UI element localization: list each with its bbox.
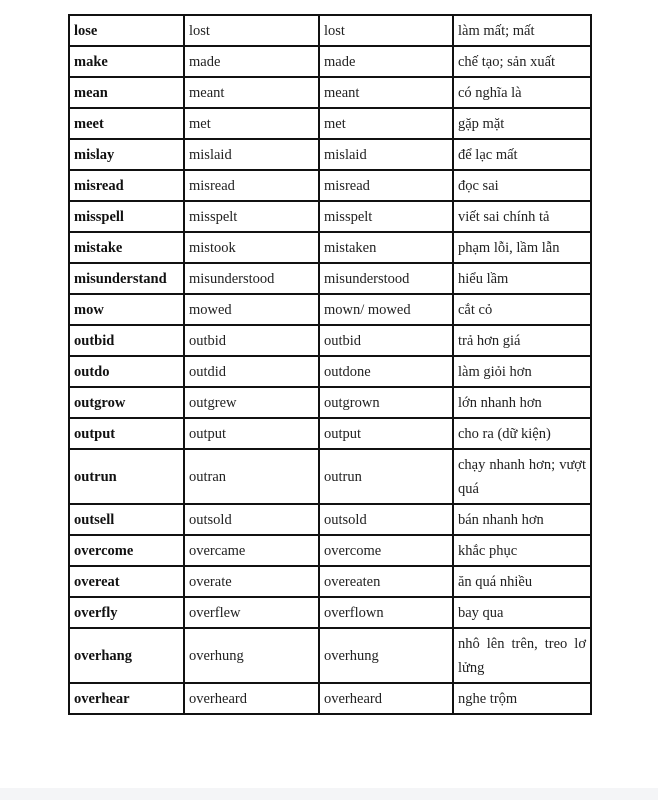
base-form-cell: mislay — [69, 139, 184, 170]
meaning-cell: nghe trộm — [453, 683, 591, 714]
past-participle-cell: met — [319, 108, 453, 139]
meaning-cell: chạy nhanh hơn; vượt quá — [453, 449, 591, 504]
past-participle-cell: made — [319, 46, 453, 77]
table-row — [69, 201, 591, 232]
past-participle-cell: outdone — [319, 356, 453, 387]
past-participle-cell: overhung — [319, 628, 453, 683]
table-row — [69, 628, 591, 683]
past-simple-cell: misread — [184, 170, 319, 201]
table-row — [69, 535, 591, 566]
meaning-cell: cho ra (dữ kiện) — [453, 418, 591, 449]
past-simple-cell: mowed — [184, 294, 319, 325]
base-form-cell: outgrow — [69, 387, 184, 418]
meaning-cell: khắc phục — [453, 535, 591, 566]
meaning-cell: hiểu lầm — [453, 263, 591, 294]
past-participle-cell: outgrown — [319, 387, 453, 418]
past-simple-cell: overflew — [184, 597, 319, 628]
past-simple-cell: outran — [184, 449, 319, 504]
past-simple-cell: mistook — [184, 232, 319, 263]
past-simple-cell: overcame — [184, 535, 319, 566]
base-form-cell: lose — [69, 15, 184, 46]
base-form-cell: overeat — [69, 566, 184, 597]
past-participle-cell: misread — [319, 170, 453, 201]
meaning-cell: chế tạo; sản xuất — [453, 46, 591, 77]
past-participle-cell: mown/ mowed — [319, 294, 453, 325]
past-participle-cell: mislaid — [319, 139, 453, 170]
past-simple-cell: overate — [184, 566, 319, 597]
past-participle-cell: outsold — [319, 504, 453, 535]
base-form-cell: output — [69, 418, 184, 449]
past-participle-cell: misunderstood — [319, 263, 453, 294]
table-row — [69, 232, 591, 263]
past-simple-cell: output — [184, 418, 319, 449]
base-form-cell: outsell — [69, 504, 184, 535]
base-form-cell: outdo — [69, 356, 184, 387]
base-form-cell: outrun — [69, 449, 184, 504]
base-form-cell: overcome — [69, 535, 184, 566]
table-row — [69, 683, 591, 714]
past-simple-cell: outgrew — [184, 387, 319, 418]
past-participle-cell: meant — [319, 77, 453, 108]
table-row — [69, 15, 591, 46]
past-participle-cell: overheard — [319, 683, 453, 714]
table-row — [69, 504, 591, 535]
meaning-cell: lớn nhanh hơn — [453, 387, 591, 418]
past-participle-cell: outrun — [319, 449, 453, 504]
table-row — [69, 325, 591, 356]
past-participle-cell: misspelt — [319, 201, 453, 232]
table-row — [69, 108, 591, 139]
base-form-cell: mean — [69, 77, 184, 108]
past-simple-cell: made — [184, 46, 319, 77]
meaning-cell: ăn quá nhiều — [453, 566, 591, 597]
meaning-cell: để lạc mất — [453, 139, 591, 170]
past-simple-cell: misspelt — [184, 201, 319, 232]
meaning-cell: làm mất; mất — [453, 15, 591, 46]
base-form-cell: outbid — [69, 325, 184, 356]
base-form-cell: misspell — [69, 201, 184, 232]
meaning-cell: đọc sai — [453, 170, 591, 201]
past-simple-cell: met — [184, 108, 319, 139]
past-simple-cell: lost — [184, 15, 319, 46]
table-row — [69, 597, 591, 628]
meaning-cell: cắt cỏ — [453, 294, 591, 325]
base-form-cell: mistake — [69, 232, 184, 263]
meaning-cell: làm giỏi hơn — [453, 356, 591, 387]
table-row — [69, 46, 591, 77]
table-row — [69, 170, 591, 201]
base-form-cell: meet — [69, 108, 184, 139]
table-row — [69, 294, 591, 325]
meaning-cell: có nghĩa là — [453, 77, 591, 108]
meaning-cell: gặp mặt — [453, 108, 591, 139]
past-simple-cell: overhung — [184, 628, 319, 683]
base-form-cell: mow — [69, 294, 184, 325]
base-form-cell: misread — [69, 170, 184, 201]
table-row — [69, 449, 591, 504]
past-participle-cell: overcome — [319, 535, 453, 566]
table-row — [69, 566, 591, 597]
table-row — [69, 418, 591, 449]
table-row — [69, 263, 591, 294]
meaning-cell: viết sai chính tả — [453, 201, 591, 232]
meaning-cell: nhô lên trên, treo lơ lửng — [453, 628, 591, 683]
meaning-cell: bán nhanh hơn — [453, 504, 591, 535]
irregular-verb-table — [68, 14, 592, 715]
past-participle-cell: mistaken — [319, 232, 453, 263]
table-row — [69, 356, 591, 387]
base-form-cell: overfly — [69, 597, 184, 628]
table-row — [69, 387, 591, 418]
past-simple-cell: mislaid — [184, 139, 319, 170]
past-simple-cell: outbid — [184, 325, 319, 356]
past-participle-cell: output — [319, 418, 453, 449]
base-form-cell: make — [69, 46, 184, 77]
past-participle-cell: overflown — [319, 597, 453, 628]
past-participle-cell: outbid — [319, 325, 453, 356]
table-row — [69, 77, 591, 108]
viewer-background-strip — [0, 788, 658, 800]
meaning-cell: phạm lỗi, lầm lẫn — [453, 232, 591, 263]
past-simple-cell: overheard — [184, 683, 319, 714]
past-simple-cell: meant — [184, 77, 319, 108]
past-simple-cell: misunderstood — [184, 263, 319, 294]
meaning-cell: trả hơn giá — [453, 325, 591, 356]
table-row — [69, 139, 591, 170]
meaning-cell: bay qua — [453, 597, 591, 628]
past-participle-cell: overeaten — [319, 566, 453, 597]
base-form-cell: overhear — [69, 683, 184, 714]
past-participle-cell: lost — [319, 15, 453, 46]
past-simple-cell: outdid — [184, 356, 319, 387]
base-form-cell: misunderstand — [69, 263, 184, 294]
past-simple-cell: outsold — [184, 504, 319, 535]
base-form-cell: overhang — [69, 628, 184, 683]
